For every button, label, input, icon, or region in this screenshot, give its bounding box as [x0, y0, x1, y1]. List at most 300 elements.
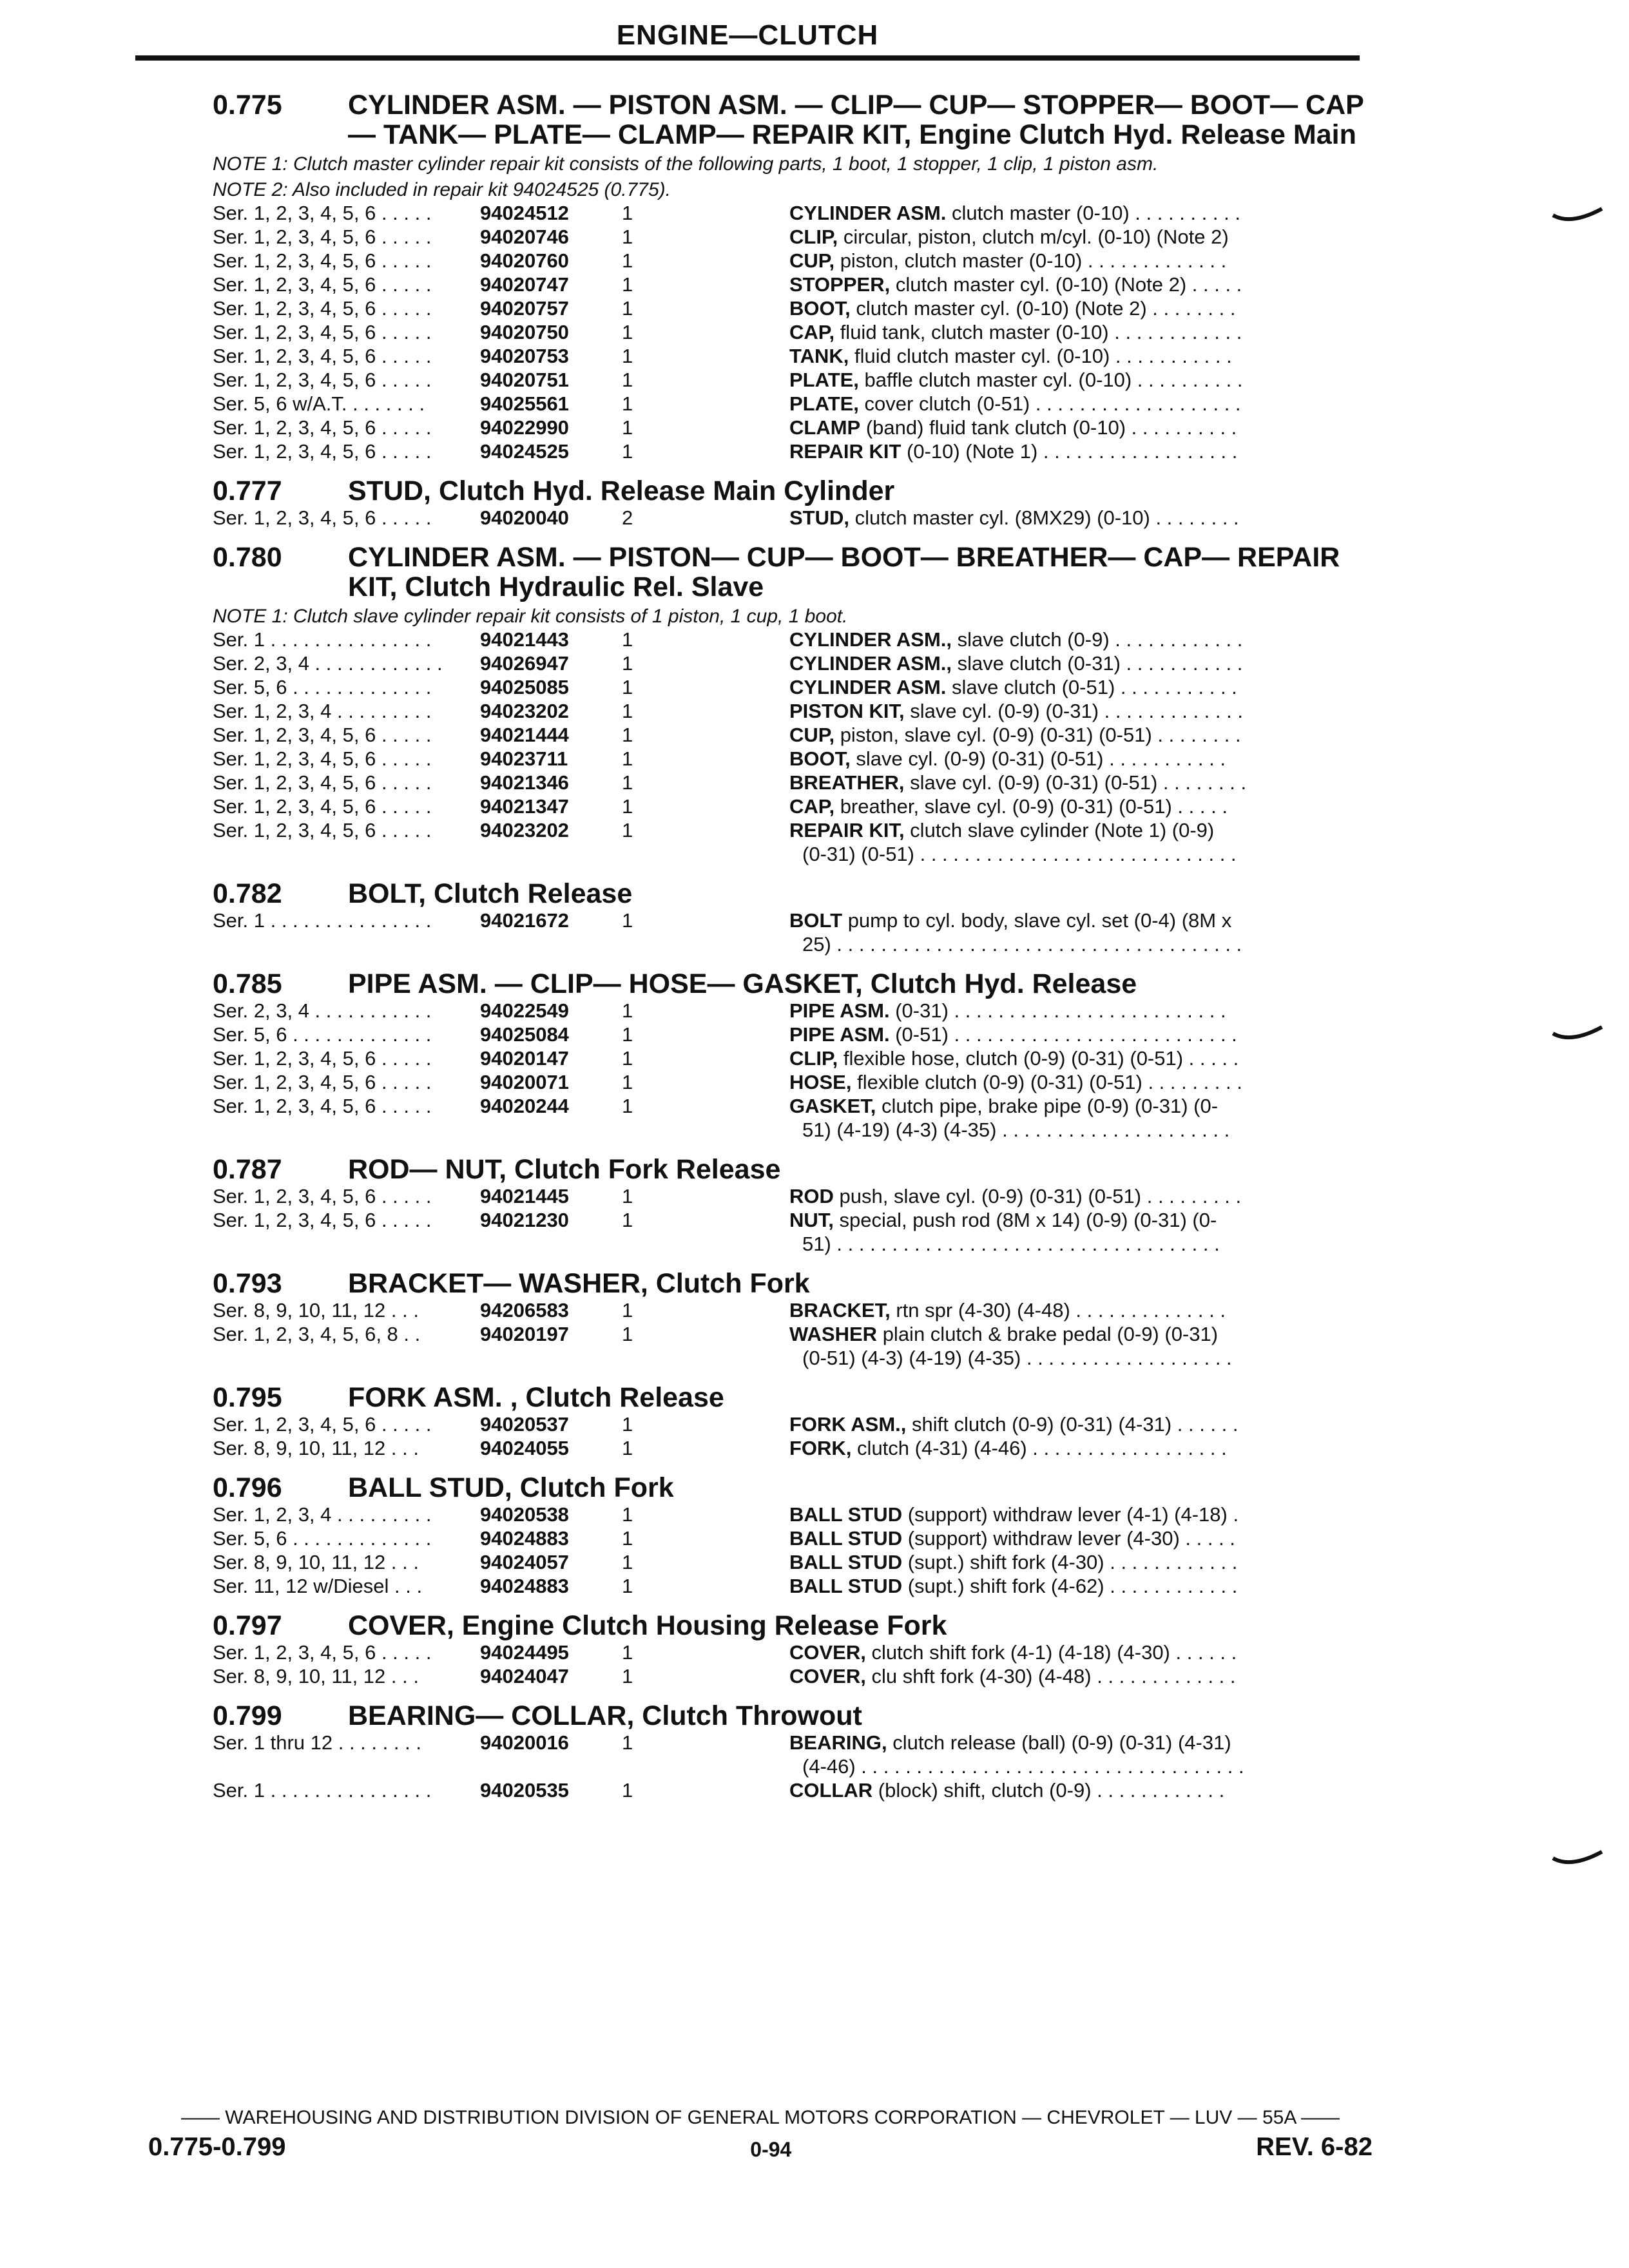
- quantity: 1: [622, 1323, 633, 1345]
- section-note: NOTE 2: Also included in repair kit 94024525 (0.775).: [213, 179, 671, 200]
- part-row: [213, 439, 1373, 463]
- part-name: BEARING,: [789, 1731, 887, 1754]
- part-detail-continued: 51) . . . . . . . . . . . . . . . . . . . . . . . . . . . . . . . . . . .: [802, 1233, 1220, 1255]
- part-detail: piston, slave cyl. (0-9) (0-31) (0-51) . . . . . . . .: [834, 724, 1241, 746]
- check-mark-icon: [1552, 1849, 1603, 1869]
- part-detail: clutch pipe, brake pipe (0-9) (0-31) (0-: [876, 1095, 1219, 1117]
- section-number: 0.777: [213, 476, 282, 506]
- section-number: 0.797: [213, 1610, 282, 1641]
- series-cell: Ser. 1, 2, 3, 4, 5, 6 . . . . .: [213, 506, 432, 529]
- part-row: [213, 1778, 1373, 1802]
- part-row: [213, 1322, 1373, 1370]
- part-detail: clutch (4-31) (4-46) . . . . . . . . . . . . . . . . . .: [851, 1437, 1227, 1459]
- part-detail: (supt.) shift fork (4-62) . . . . . . . . . . . .: [902, 1575, 1238, 1597]
- section-0-787: [213, 1155, 1373, 1256]
- section-number: 0.799: [213, 1700, 282, 1731]
- quantity: 1: [622, 440, 633, 463]
- part-detail: flexible hose, clutch (0-9) (0-31) (0-51) . . . . .: [838, 1047, 1239, 1070]
- part-row: [213, 1574, 1373, 1598]
- series-cell: Ser. 1, 2, 3, 4, 5, 6 . . . . .: [213, 345, 432, 367]
- part-description: [789, 818, 1373, 866]
- quantity: 1: [622, 1299, 633, 1321]
- section-0-796: [213, 1473, 1373, 1598]
- part-row: [213, 201, 1373, 225]
- series-cell: Ser. 5, 6 . . . . . . . . . . . . .: [213, 1527, 432, 1550]
- part-row: [213, 1640, 1373, 1664]
- part-row: [213, 628, 1373, 651]
- part-row: [213, 344, 1373, 368]
- part-detail: clu shft fork (4-30) (4-48) . . . . . . . . . . . . .: [865, 1665, 1236, 1687]
- part-number: 94024512: [480, 202, 569, 224]
- series-cell: Ser. 1, 2, 3, 4, 5, 6 . . . . .: [213, 297, 432, 320]
- part-detail: fluid clutch master cyl. (0-10) . . . . . . . . . . .: [849, 345, 1232, 367]
- quantity: 1: [622, 771, 633, 794]
- section-title: ROD— NUT, Clutch Fork Release: [348, 1154, 781, 1185]
- part-number: 94022549: [480, 999, 569, 1022]
- part-row: [213, 794, 1373, 818]
- series-cell: Ser. 1, 2, 3, 4 . . . . . . . . .: [213, 1503, 432, 1526]
- part-name: STUD,: [789, 506, 849, 529]
- part-row: [213, 506, 1373, 530]
- part-number: 94020147: [480, 1047, 569, 1070]
- part-row: [213, 651, 1373, 675]
- part-name: CUP,: [789, 249, 835, 272]
- part-description: [789, 1526, 1373, 1550]
- page-footer: [148, 2107, 1373, 2162]
- series-cell: Ser. 1, 2, 3, 4, 5, 6 . . . . .: [213, 771, 432, 794]
- part-description: [789, 1094, 1373, 1142]
- section-0-793: [213, 1269, 1373, 1370]
- quantity: 1: [622, 1185, 633, 1207]
- quantity: 1: [622, 226, 633, 248]
- part-number: 94020244: [480, 1095, 569, 1117]
- part-description: [789, 1574, 1373, 1598]
- part-row: [213, 818, 1373, 866]
- part-row: [213, 699, 1373, 723]
- part-number: 94021445: [480, 1185, 569, 1207]
- series-cell: Ser. 1, 2, 3, 4, 5, 6 . . . . .: [213, 321, 432, 343]
- series-cell: Ser. 1, 2, 3, 4, 5, 6 . . . . .: [213, 1209, 432, 1231]
- section-heading: [213, 543, 1373, 602]
- quantity: 1: [622, 795, 633, 818]
- part-description: [789, 1640, 1373, 1664]
- part-description: [789, 273, 1373, 296]
- part-description: [789, 296, 1373, 320]
- part-number: 94020750: [480, 321, 569, 343]
- part-detail: (0-10) (Note 1) . . . . . . . . . . . . . . . . . .: [901, 440, 1238, 463]
- quantity: 1: [622, 747, 633, 770]
- page-header: [135, 19, 1360, 61]
- part-name: CLAMP: [789, 416, 861, 439]
- part-row: [213, 1664, 1373, 1688]
- part-number: 94023202: [480, 700, 569, 722]
- part-name: STOPPER,: [789, 273, 891, 296]
- part-detail: (band) fluid tank clutch (0-10) . . . . . . . . . .: [860, 416, 1237, 439]
- part-number: 94023202: [480, 819, 569, 841]
- part-row: [213, 249, 1373, 273]
- part-detail: clutch master cyl. (8MX29) (0-10) . . . . . . . .: [849, 506, 1239, 529]
- part-row: [213, 999, 1373, 1023]
- part-name: PIPE ASM.: [789, 1023, 890, 1046]
- part-row: [213, 1023, 1373, 1046]
- series-cell: Ser. 1, 2, 3, 4, 5, 6 . . . . .: [213, 1413, 432, 1436]
- series-cell: Ser. 8, 9, 10, 11, 12 . . .: [213, 1299, 419, 1321]
- part-name: BALL STUD: [789, 1551, 903, 1573]
- part-row: [213, 1184, 1373, 1208]
- part-description: [789, 999, 1373, 1023]
- series-cell: Ser. 5, 6 . . . . . . . . . . . . .: [213, 1023, 432, 1046]
- part-detail: slave clutch (0-31) . . . . . . . . . . .: [952, 652, 1243, 675]
- series-cell: Ser. 1, 2, 3, 4, 5, 6 . . . . .: [213, 416, 432, 439]
- part-row: [213, 1436, 1373, 1460]
- section-heading: [213, 969, 1373, 999]
- part-name: CAP,: [789, 321, 835, 343]
- series-cell: Ser. 1, 2, 3, 4, 5, 6 . . . . .: [213, 202, 432, 224]
- section-number: 0.782: [213, 878, 282, 909]
- part-name: CAP,: [789, 795, 835, 818]
- part-name: CYLINDER ASM.,: [789, 628, 952, 651]
- part-detail-continued: (0-51) (4-3) (4-19) (4-35) . . . . . . . . . . . . . . . . . . .: [802, 1347, 1232, 1369]
- part-row: [213, 1526, 1373, 1550]
- quantity: 1: [622, 700, 633, 722]
- quantity: 1: [622, 1023, 633, 1046]
- part-detail: baffle clutch master cyl. (0-10) . . . . . . . . . .: [858, 369, 1243, 391]
- quantity: 1: [622, 369, 633, 391]
- series-cell: Ser. 8, 9, 10, 11, 12 . . .: [213, 1551, 419, 1573]
- part-name: CLIP,: [789, 226, 838, 248]
- quantity: 1: [622, 345, 633, 367]
- part-detail: slave clutch (0-51) . . . . . . . . . . .: [946, 676, 1237, 698]
- footer-page-number: 0-94: [750, 2138, 792, 2161]
- part-detail: fluid tank, clutch master (0-10) . . . . . . . . . . . .: [834, 321, 1242, 343]
- part-description: [789, 1298, 1373, 1322]
- part-name: BOLT: [789, 909, 843, 932]
- part-number: 94020535: [480, 1779, 569, 1802]
- part-description: [789, 1778, 1373, 1802]
- part-detail: (support) withdraw lever (4-1) (4-18) .: [902, 1503, 1239, 1526]
- series-cell: Ser. 1, 2, 3, 4, 5, 6 . . . . .: [213, 369, 432, 391]
- section-0-777: [213, 476, 1373, 530]
- part-name: COVER,: [789, 1641, 866, 1664]
- part-name: CLIP,: [789, 1047, 838, 1070]
- part-description: [789, 675, 1373, 699]
- part-row: [213, 320, 1373, 344]
- part-description: [789, 1023, 1373, 1046]
- part-description: [789, 416, 1373, 439]
- part-number: 94206583: [480, 1299, 569, 1321]
- part-number: 94022990: [480, 416, 569, 439]
- part-description: [789, 1184, 1373, 1208]
- part-detail: piston, clutch master (0-10) . . . . . . . . . . . . .: [834, 249, 1227, 272]
- section-number: 0.793: [213, 1268, 282, 1299]
- part-name: PLATE,: [789, 369, 859, 391]
- part-number: 94023711: [480, 747, 568, 770]
- part-number: 94021230: [480, 1209, 569, 1231]
- part-number: 94020757: [480, 297, 569, 320]
- quantity: 1: [622, 1731, 633, 1754]
- section-heading: [213, 1701, 1373, 1731]
- part-number: 94025084: [480, 1023, 569, 1046]
- section-title: PIPE ASM. — CLIP— HOSE— GASKET, Clutch Hyd. Release: [348, 968, 1137, 999]
- quantity: 1: [622, 392, 633, 415]
- part-description: [789, 1731, 1373, 1778]
- series-cell: Ser. 1, 2, 3, 4, 5, 6 . . . . .: [213, 747, 432, 770]
- part-description: [789, 794, 1373, 818]
- header-rule: [135, 55, 1360, 61]
- part-number: 94021444: [480, 724, 569, 746]
- part-number: 94021347: [480, 795, 569, 818]
- parts-list: [213, 77, 1373, 1802]
- series-cell: Ser. 2, 3, 4 . . . . . . . . . . .: [213, 999, 432, 1022]
- part-description: [789, 699, 1373, 723]
- section-title: BALL STUD, Clutch Fork: [348, 1472, 674, 1503]
- section-title: COVER, Engine Clutch Housing Release Fork: [348, 1610, 947, 1641]
- part-detail: clutch master cyl. (0-10) (Note 2) . . . . .: [890, 273, 1242, 296]
- section-heading: [213, 879, 1373, 908]
- part-number: 94021672: [480, 909, 569, 932]
- section-heading: [213, 476, 1373, 506]
- series-cell: Ser. 1, 2, 3, 4, 5, 6 . . . . .: [213, 1047, 432, 1070]
- part-name: BOOT,: [789, 747, 851, 770]
- series-cell: Ser. 1, 2, 3, 4 . . . . . . . . .: [213, 700, 432, 722]
- part-number: 94024883: [480, 1575, 569, 1597]
- part-row: [213, 747, 1373, 771]
- part-description: [789, 368, 1373, 392]
- part-description: [789, 747, 1373, 771]
- series-cell: Ser. 1, 2, 3, 4, 5, 6 . . . . .: [213, 819, 432, 841]
- part-name: BALL STUD: [789, 1503, 903, 1526]
- part-number: 94024055: [480, 1437, 569, 1459]
- section-0-775: [213, 90, 1373, 463]
- part-number: 94020040: [480, 506, 569, 529]
- part-description: [789, 320, 1373, 344]
- part-number: 94021443: [480, 628, 569, 651]
- quantity: 1: [622, 273, 633, 296]
- quantity: 1: [622, 321, 633, 343]
- part-name: BRACKET,: [789, 1299, 891, 1321]
- part-detail-continued: (0-31) (0-51) . . . . . . . . . . . . . . . . . . . . . . . . . . . . .: [802, 843, 1237, 865]
- part-row: [213, 1070, 1373, 1094]
- section-note: NOTE 1: Clutch slave cylinder repair kit consists of 1 piston, 1 cup, 1 boot.: [213, 606, 848, 627]
- footer-range: 0.775-0.799: [148, 2133, 286, 2161]
- part-name: PIPE ASM.: [789, 999, 890, 1022]
- part-number: 94020537: [480, 1413, 569, 1436]
- part-number: 94024883: [480, 1527, 569, 1550]
- part-detail: clutch master (0-10) . . . . . . . . . .: [946, 202, 1240, 224]
- section-title: FORK ASM. , Clutch Release: [348, 1382, 724, 1413]
- series-cell: Ser. 1, 2, 3, 4, 5, 6 . . . . .: [213, 724, 432, 746]
- series-cell: Ser. 1 . . . . . . . . . . . . . . .: [213, 909, 432, 932]
- part-name: REPAIR KIT,: [789, 819, 905, 841]
- part-detail: clutch shift fork (4-1) (4-18) (4-30) . . . . . .: [865, 1641, 1237, 1664]
- section-number: 0.796: [213, 1472, 282, 1503]
- part-description: [789, 1322, 1373, 1370]
- part-detail: cover clutch (0-51) . . . . . . . . . . . . . . . . . . .: [858, 392, 1241, 415]
- part-number: 94020747: [480, 273, 569, 296]
- part-row: [213, 1731, 1373, 1778]
- quantity: 1: [622, 1665, 633, 1687]
- section-note: NOTE 1: Clutch master cylinder repair kit consists of the following parts, 1 boot, 1 stopper, 1 clip, 1 piston asm.: [213, 153, 1159, 175]
- quantity: 1: [622, 1413, 633, 1436]
- part-detail: clutch master cyl. (0-10) (Note 2) . . . . . . . .: [850, 297, 1236, 320]
- series-cell: Ser. 1, 2, 3, 4, 5, 6 . . . . .: [213, 273, 432, 296]
- part-name: HOSE,: [789, 1071, 852, 1093]
- series-cell: Ser. 2, 3, 4 . . . . . . . . . . . .: [213, 652, 443, 675]
- part-row: [213, 1046, 1373, 1070]
- part-name: REPAIR KIT: [789, 440, 901, 463]
- part-name: WASHER: [789, 1323, 878, 1345]
- part-number: 94026947: [480, 652, 569, 675]
- footer-row: [148, 2133, 1373, 2162]
- part-number: 94020197: [480, 1323, 569, 1345]
- section-0-799: [213, 1701, 1373, 1802]
- part-description: [789, 392, 1373, 416]
- part-row: [213, 416, 1373, 439]
- series-cell: Ser. 1, 2, 3, 4, 5, 6 . . . . .: [213, 1641, 432, 1664]
- part-detail: circular, piston, clutch m/cyl. (0-10) (Note 2): [838, 226, 1229, 248]
- section-title: BRACKET— WASHER, Clutch Fork: [348, 1268, 810, 1299]
- series-cell: Ser. 1, 2, 3, 4, 5, 6 . . . . .: [213, 440, 432, 463]
- section-heading: [213, 1269, 1373, 1298]
- section-number: 0.785: [213, 968, 282, 999]
- quantity: 1: [622, 1575, 633, 1597]
- section-number: 0.795: [213, 1382, 282, 1413]
- part-number: 94024057: [480, 1551, 569, 1573]
- series-cell: Ser. 1 . . . . . . . . . . . . . . .: [213, 628, 432, 651]
- part-detail: rtn spr (4-30) (4-48) . . . . . . . . . . . . . .: [890, 1299, 1226, 1321]
- quantity: 1: [622, 202, 633, 224]
- part-detail: clutch release (ball) (0-9) (0-31) (4-31): [887, 1731, 1231, 1754]
- part-detail: flexible clutch (0-9) (0-31) (0-51) . . . . . . . . .: [851, 1071, 1242, 1093]
- quantity: 1: [622, 909, 633, 932]
- series-cell: Ser. 5, 6 w/A.T. . . . . . . .: [213, 392, 425, 415]
- part-name: CYLINDER ASM.: [789, 202, 947, 224]
- part-row: [213, 296, 1373, 320]
- quantity: 1: [622, 724, 633, 746]
- part-name: BREATHER,: [789, 771, 905, 794]
- part-number: 94024047: [480, 1665, 569, 1687]
- series-cell: Ser. 1, 2, 3, 4, 5, 6 . . . . .: [213, 226, 432, 248]
- part-detail: slave cyl. (0-9) (0-31) (0-51) . . . . . . . . . . .: [850, 747, 1226, 770]
- part-description: [789, 1664, 1373, 1688]
- part-description: [789, 506, 1373, 530]
- part-row: [213, 368, 1373, 392]
- part-name: FORK,: [789, 1437, 852, 1459]
- part-row: [213, 908, 1373, 956]
- section-number: 0.780: [213, 542, 282, 573]
- part-name: FORK ASM.,: [789, 1413, 907, 1436]
- quantity: 1: [622, 999, 633, 1022]
- part-detail: slave cyl. (0-9) (0-31) (0-51) . . . . . . . .: [904, 771, 1247, 794]
- part-detail: shift clutch (0-9) (0-31) (4-31) . . . . . .: [906, 1413, 1239, 1436]
- part-detail-continued: 51) (4-19) (4-3) (4-35) . . . . . . . . . . . . . . . . . . . . .: [802, 1119, 1230, 1141]
- part-detail: (0-31) . . . . . . . . . . . . . . . . . . . . . . . . .: [889, 999, 1226, 1022]
- section-heading: [213, 90, 1373, 149]
- part-row: [213, 771, 1373, 794]
- part-number: 94020760: [480, 249, 569, 272]
- series-cell: Ser. 8, 9, 10, 11, 12 . . .: [213, 1437, 419, 1459]
- part-name: CUP,: [789, 724, 835, 746]
- series-cell: Ser. 11, 12 w/Diesel . . .: [213, 1575, 423, 1597]
- part-description: [789, 344, 1373, 368]
- part-detail: breather, slave cyl. (0-9) (0-31) (0-51) . . . . .: [834, 795, 1228, 818]
- part-number: 94024495: [480, 1641, 569, 1664]
- part-detail-continued: 25) . . . . . . . . . . . . . . . . . . . . . . . . . . . . . . . . . . . . .: [802, 933, 1242, 956]
- part-number: 94021346: [480, 771, 569, 794]
- part-row: [213, 273, 1373, 296]
- footer-revision: REV. 6-82: [1256, 2133, 1373, 2161]
- part-name: NUT,: [789, 1209, 834, 1231]
- quantity: 1: [622, 1095, 633, 1117]
- part-name: TANK,: [789, 345, 849, 367]
- part-name: ROD: [789, 1185, 834, 1207]
- part-description: [789, 201, 1373, 225]
- series-cell: Ser. 1, 2, 3, 4, 5, 6 . . . . .: [213, 1095, 432, 1117]
- quantity: 1: [622, 1779, 633, 1802]
- part-description: [789, 908, 1373, 956]
- page-title: ENGINE—CLUTCH: [616, 19, 879, 51]
- section-number: 0.787: [213, 1154, 282, 1185]
- part-row: [213, 1503, 1373, 1526]
- part-name: PISTON KIT,: [789, 700, 905, 722]
- section-0-797: [213, 1611, 1373, 1688]
- part-row: [213, 1208, 1373, 1256]
- part-detail-continued: (4-46) . . . . . . . . . . . . . . . . . . . . . . . . . . . . . . . . . . .: [802, 1755, 1244, 1778]
- part-detail: (support) withdraw lever (4-30) . . . . .: [902, 1527, 1235, 1550]
- part-description: [789, 1208, 1373, 1256]
- part-description: [789, 651, 1373, 675]
- section-heading: [213, 1155, 1373, 1184]
- section-0-795: [213, 1383, 1373, 1460]
- section-title: CYLINDER ASM. — PISTON ASM. — CLIP— CUP— STOPPER— BOOT— CAP— TANK— PLATE— CLAMP— REPAIR KIT, Engine Clutch Hyd. Release Main: [348, 90, 1364, 150]
- part-row: [213, 675, 1373, 699]
- series-cell: Ser. 1, 2, 3, 4, 5, 6 . . . . .: [213, 1071, 432, 1093]
- part-name: BALL STUD: [789, 1575, 903, 1597]
- series-cell: Ser. 8, 9, 10, 11, 12 . . .: [213, 1665, 419, 1687]
- part-name: BOOT,: [789, 297, 851, 320]
- quantity: 1: [622, 652, 633, 675]
- quantity: 1: [622, 676, 633, 698]
- section-title: BOLT, Clutch Release: [348, 878, 633, 909]
- part-detail: (0-51) . . . . . . . . . . . . . . . . . . . . . . . . . .: [889, 1023, 1237, 1046]
- part-name: CYLINDER ASM.: [789, 676, 947, 698]
- quantity: 1: [622, 819, 633, 841]
- part-description: [789, 1436, 1373, 1460]
- part-description: [789, 249, 1373, 273]
- part-description: [789, 723, 1373, 747]
- quantity: 1: [622, 628, 633, 651]
- part-detail: slave clutch (0-9) . . . . . . . . . . . .: [952, 628, 1243, 651]
- part-number: 94020538: [480, 1503, 569, 1526]
- check-mark-icon: [1552, 1024, 1603, 1044]
- part-detail: special, push rod (8M x 14) (0-9) (0-31) (0-: [833, 1209, 1217, 1231]
- part-row: [213, 1094, 1373, 1142]
- part-number: 94020071: [480, 1071, 569, 1093]
- part-detail: push, slave cyl. (0-9) (0-31) (0-51) . . . . . . . . .: [833, 1185, 1242, 1207]
- part-number: 94020751: [480, 369, 569, 391]
- part-name: BALL STUD: [789, 1527, 903, 1550]
- part-row: [213, 225, 1373, 249]
- quantity: 1: [622, 1503, 633, 1526]
- series-cell: Ser. 1 . . . . . . . . . . . . . . .: [213, 1779, 432, 1802]
- part-description: [789, 439, 1373, 463]
- part-name: GASKET,: [789, 1095, 876, 1117]
- part-detail: (supt.) shift fork (4-30) . . . . . . . . . . . .: [902, 1551, 1238, 1573]
- part-description: [789, 1503, 1373, 1526]
- series-cell: Ser. 1 thru 12 . . . . . . . .: [213, 1731, 421, 1754]
- part-detail: slave cyl. (0-9) (0-31) . . . . . . . . . . . . .: [904, 700, 1243, 722]
- part-description: [789, 1550, 1373, 1574]
